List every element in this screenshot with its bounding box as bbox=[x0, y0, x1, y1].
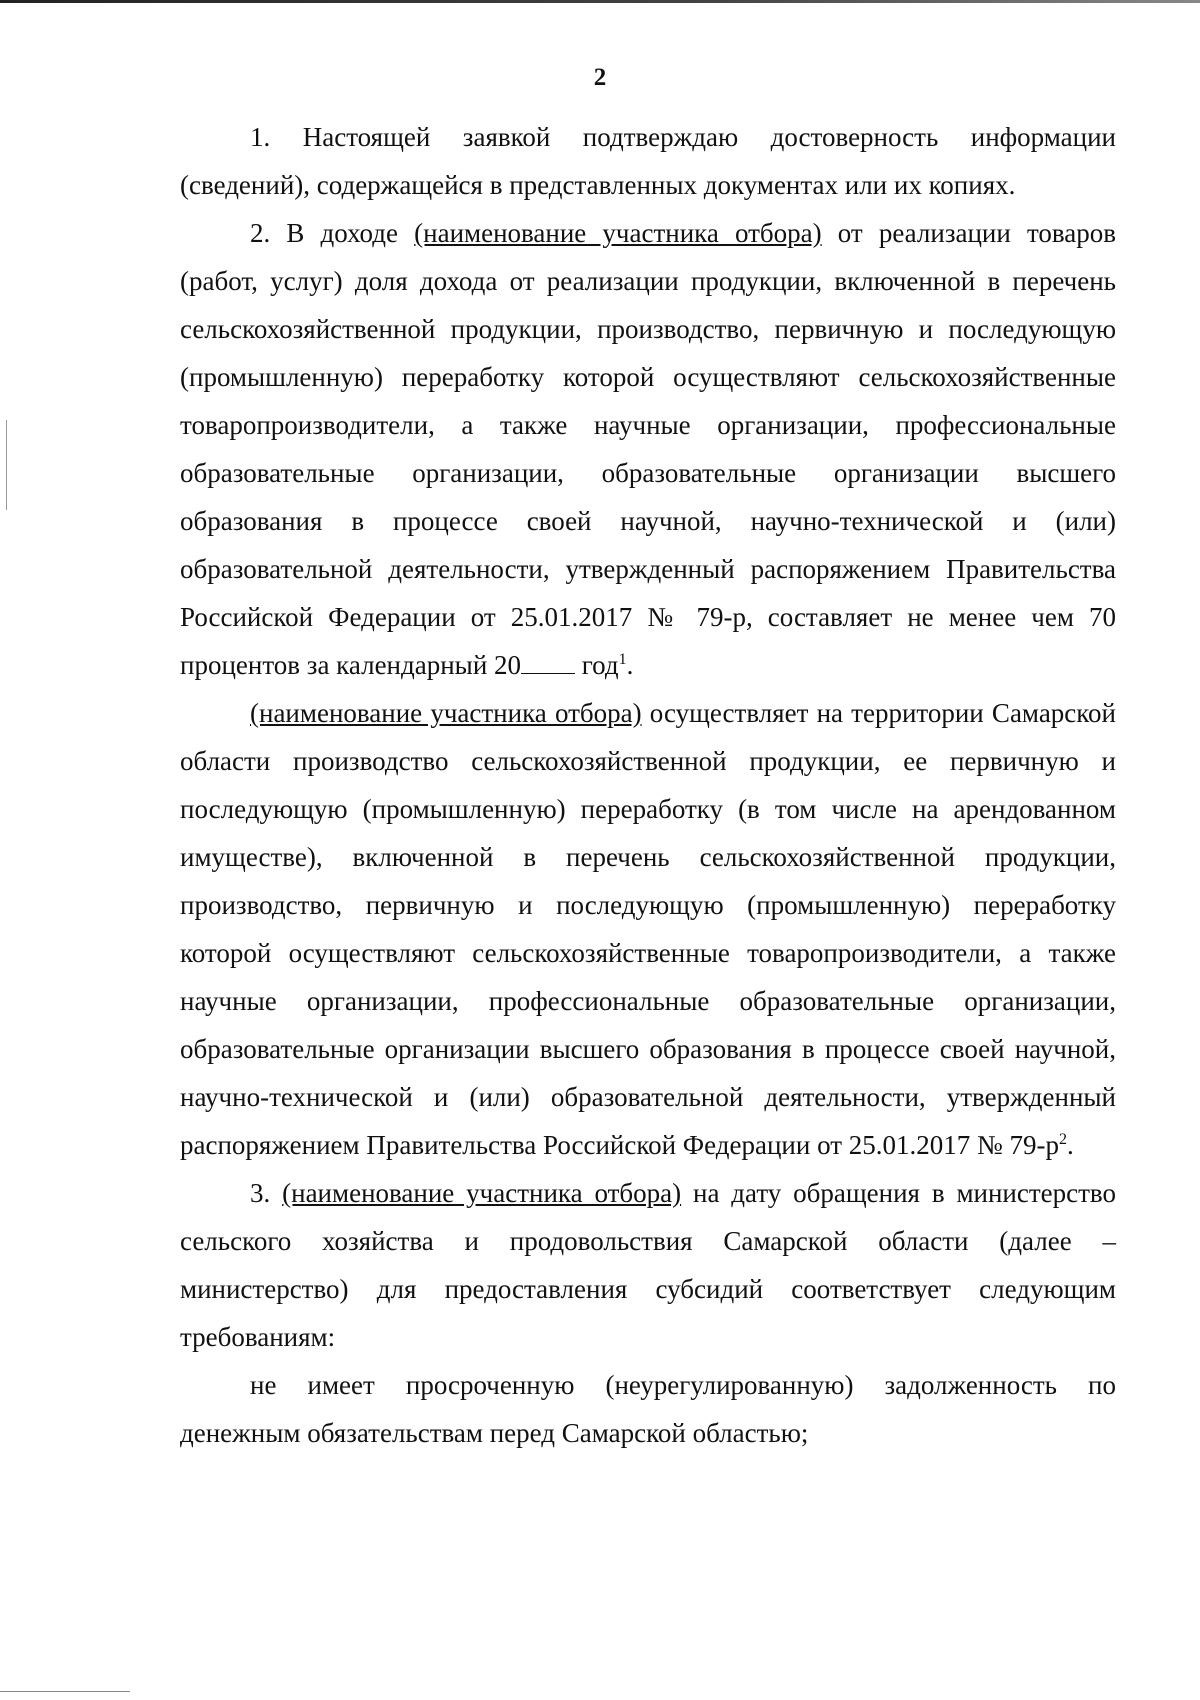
participant-name-placeholder: (наименование участника отбора) bbox=[282, 1178, 682, 1208]
paragraph-1: 1. Настоящей заявкой подтверждаю достоверность информации (сведений), содержащейся в представленных документах или их копиях. bbox=[180, 122, 1116, 200]
paragraph-2-end: . bbox=[626, 650, 634, 680]
paragraph-2-lead: 2. В доходе bbox=[250, 218, 415, 248]
paragraph-2-tail: год bbox=[575, 650, 619, 680]
scan-edge-left bbox=[6, 420, 7, 510]
paragraph-2 bbox=[180, 209, 1116, 689]
paragraph-5: не имеет просроченную (неурегулированную) задолженность по денежным обязательствам перед Самарской областью; bbox=[180, 1370, 1116, 1448]
footnote-marker-2: 2 bbox=[1059, 1131, 1068, 1148]
footnote-marker-1: 1 bbox=[618, 651, 627, 668]
document-body bbox=[180, 113, 1116, 1457]
scan-edge-top bbox=[0, 0, 1200, 3]
page-number: 2 bbox=[593, 64, 607, 91]
paragraph-3 bbox=[180, 689, 1116, 1169]
scan-edge-bottom bbox=[0, 1691, 130, 1692]
participant-name-placeholder: (наименование участника отбора) bbox=[414, 218, 822, 248]
year-blank-field bbox=[521, 653, 575, 674]
paragraph-3-end: . bbox=[1067, 1130, 1074, 1160]
paragraph-4-lead: 3. bbox=[250, 1178, 283, 1208]
paragraph-4-text: на дату обращения в министерство сельского хозяйства и продовольствия Самарской области (далее – министерство) для предоставления субсидий соответствует следующим требованиям: bbox=[180, 1178, 1116, 1352]
paragraph-3-text: осуществляет на территории Самарской области производство сельскохозяйственной продукции, ее первичную и последующую (промышленную) переработку (в том числе на арендованном имуществе), включенной в перечень сельскохозяйственной продукции, производство, первичную и последующую (промышленную) переработку которой осуществляют сельскохозяйственные товаропроизводители, а также научные организации, профессиональные образовательные организации, образовательные организации высшего образования в процессе своей научной, научно-технической и (или) образовательной деятельности, утвержденный распоряжением Правительства Российской Федерации от 25.01.2017 № 79-р bbox=[180, 698, 1116, 1160]
paragraph-2-text: от реализации товаров (работ, услуг) доля дохода от реализации продукции, включенной в перечень сельскохозяйственной продукции, производство, первичную и последующую (промышленную) переработку которой осуществляют сельскохозяйственные товаропроизводители, а также научные организации, профессиональные образовательные организации, образовательные организации высшего образования в процессе своей научной, научно-технической и (или) образовательной деятельности, утвержденный распоряжением Правительства Российской Федерации от 25.01.2017 № 79-р, составляет не менее чем 70 процентов за календарный 20 bbox=[180, 218, 1117, 680]
participant-name-placeholder: (наименование участника отбора) bbox=[250, 698, 642, 728]
paragraph-4 bbox=[180, 1169, 1116, 1361]
